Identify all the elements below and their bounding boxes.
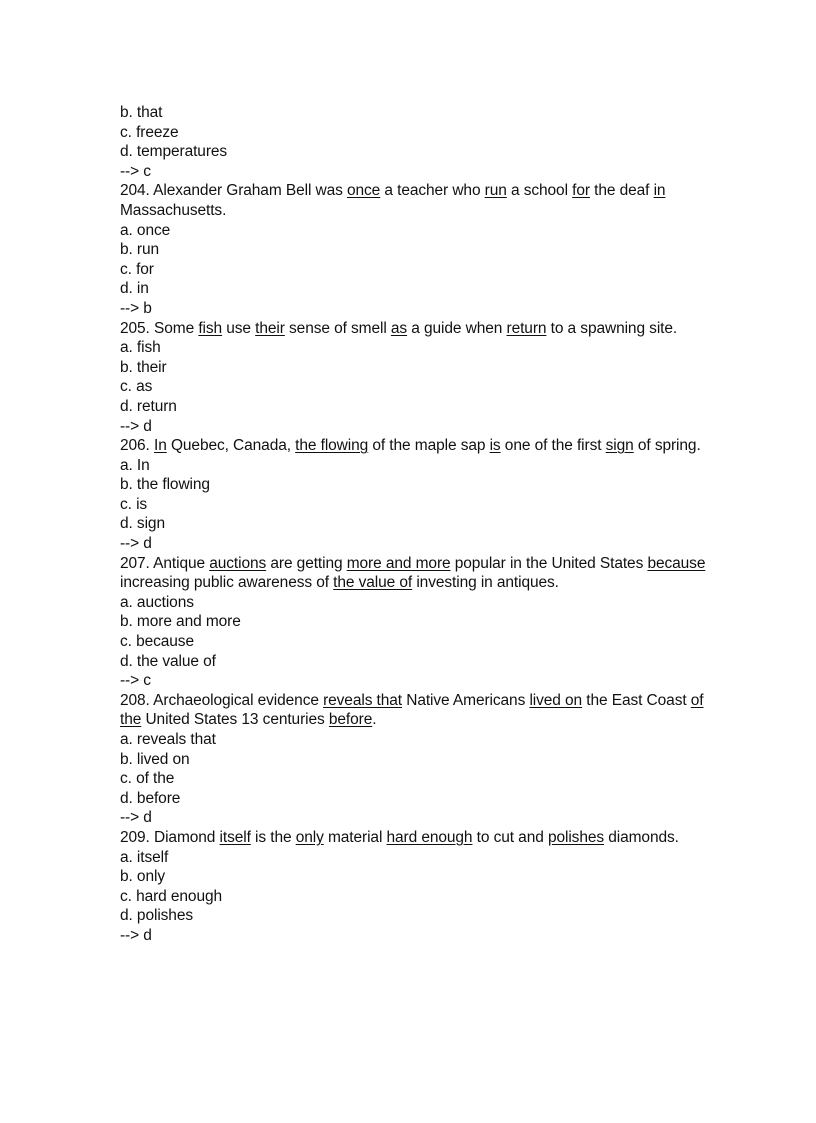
underlined-phrase: lived on <box>529 691 583 709</box>
underlined-phrase: only <box>295 828 324 846</box>
answer-key: --> b <box>120 299 152 317</box>
stem-text: increasing public awareness of <box>120 574 334 592</box>
underlined-phrase: itself <box>219 828 251 846</box>
answer-line: --> c <box>120 162 151 180</box>
answer-option: d. return <box>120 397 177 415</box>
underlined-phrase: once <box>346 182 381 200</box>
stem-text: the deaf <box>589 182 654 200</box>
underlined-phrase: run <box>484 182 507 200</box>
answer-option: a. In <box>120 456 150 474</box>
underlined-phrase: for <box>572 182 590 200</box>
questions-container <box>120 181 720 945</box>
answer-option: b. only <box>120 868 165 886</box>
question-block <box>120 436 720 554</box>
question-stem <box>120 436 720 456</box>
stem-text: a teacher who <box>380 182 485 200</box>
stem-text: popular in the United States <box>450 554 648 572</box>
question-stem <box>120 554 720 593</box>
question-list <box>120 103 720 946</box>
answer-key: --> d <box>120 926 152 944</box>
stem-text: Quebec, Canada, <box>166 437 296 455</box>
underlined-phrase: as <box>390 319 408 337</box>
answer-key: --> c <box>120 672 151 690</box>
answer-option: b. run <box>120 241 160 259</box>
stem-text: to a spawning site. <box>546 319 678 337</box>
stem-text: use <box>222 319 256 337</box>
answer-key: --> d <box>120 809 152 827</box>
underlined-phrase: their <box>255 319 285 337</box>
answer-option: b. more and more <box>120 613 241 631</box>
answer-option: d. before <box>120 789 181 807</box>
underlined-phrase: of the <box>120 691 704 729</box>
stem-text: of the maple sap <box>368 437 490 455</box>
option-d: d. temperatures <box>120 143 228 161</box>
question-block <box>120 828 720 946</box>
stem-text: Alexander Graham Bell was <box>153 182 347 200</box>
stem-text: to cut and <box>472 828 548 846</box>
underlined-phrase: the flowing <box>295 437 369 455</box>
question-block <box>120 181 720 318</box>
underlined-phrase: fish <box>198 319 223 337</box>
stem-text: a school <box>506 182 573 200</box>
question-number: 208. <box>120 691 150 709</box>
answer-option: c. is <box>120 495 148 513</box>
question-number: 204. <box>120 182 150 200</box>
question-number: 209. <box>120 828 150 846</box>
stem-text: sense of smell <box>284 319 391 337</box>
answer-option: c. as <box>120 378 153 396</box>
stem-text: diamonds. <box>604 828 679 846</box>
answer-option: d. polishes <box>120 907 194 925</box>
stem-text: Diamond <box>154 828 220 846</box>
stem-text: Massachusetts. <box>120 201 227 219</box>
underlined-phrase: return <box>506 319 547 337</box>
answer-option: d. the value of <box>120 652 216 670</box>
option-b: b. that <box>120 104 163 121</box>
underlined-phrase: because <box>647 554 706 572</box>
answer-option: d. in <box>120 280 149 298</box>
answer-key: --> d <box>120 535 152 553</box>
question-stem <box>120 181 720 220</box>
answer-option: a. fish <box>120 339 161 357</box>
stem-text: Some <box>154 319 199 337</box>
stem-text: is the <box>250 828 296 846</box>
stem-text: one of the first <box>500 437 606 455</box>
underlined-phrase: more and more <box>346 554 451 572</box>
answer-option: b. lived on <box>120 750 190 768</box>
answer-option: c. for <box>120 260 154 278</box>
answer-key: --> d <box>120 417 152 435</box>
underlined-phrase: polishes <box>547 828 605 846</box>
top-fragment <box>120 103 720 181</box>
stem-text: of spring. <box>633 437 701 455</box>
stem-text: Antique <box>153 554 210 572</box>
question-block <box>120 691 720 828</box>
stem-text: United States 13 centuries <box>141 711 329 729</box>
answer-option: d. sign <box>120 515 165 533</box>
stem-text: investing in antiques. <box>412 574 559 592</box>
answer-option: c. because <box>120 633 194 651</box>
stem-text: Native Americans <box>402 691 530 709</box>
underlined-phrase: hard enough <box>386 828 473 846</box>
answer-option: b. the flowing <box>120 476 210 494</box>
answer-option: a. once <box>120 221 171 239</box>
question-number: 206. <box>120 437 150 455</box>
stem-text: the East Coast <box>582 691 691 709</box>
question-stem <box>120 828 720 848</box>
question-block <box>120 319 720 437</box>
question-stem <box>120 691 720 730</box>
answer-option: c. of the <box>120 770 175 788</box>
stem-text: are getting <box>266 554 347 572</box>
stem-text: a guide when <box>407 319 507 337</box>
stem-text: material <box>323 828 387 846</box>
option-c: c. freeze <box>120 123 179 141</box>
question-number: 207. <box>120 554 150 572</box>
underlined-phrase: before <box>328 711 373 729</box>
underlined-phrase: in <box>653 182 666 200</box>
answer-option: a. auctions <box>120 593 194 611</box>
question-block <box>120 554 720 691</box>
answer-option: b. their <box>120 358 167 376</box>
underlined-phrase: the value of <box>333 574 413 592</box>
underlined-phrase: In <box>154 437 167 455</box>
underlined-phrase: reveals that <box>323 691 403 709</box>
answer-option: a. reveals that <box>120 731 216 748</box>
answer-option: c. hard enough <box>120 887 223 905</box>
underlined-phrase: sign <box>605 437 634 455</box>
question-number: 205. <box>120 319 150 337</box>
answer-option: a. itself <box>120 848 169 866</box>
underlined-phrase: is <box>489 437 501 455</box>
underlined-phrase: auctions <box>209 554 267 572</box>
question-stem <box>120 319 720 339</box>
stem-text: Archaeological evidence <box>153 691 324 709</box>
stem-text: . <box>372 711 377 729</box>
